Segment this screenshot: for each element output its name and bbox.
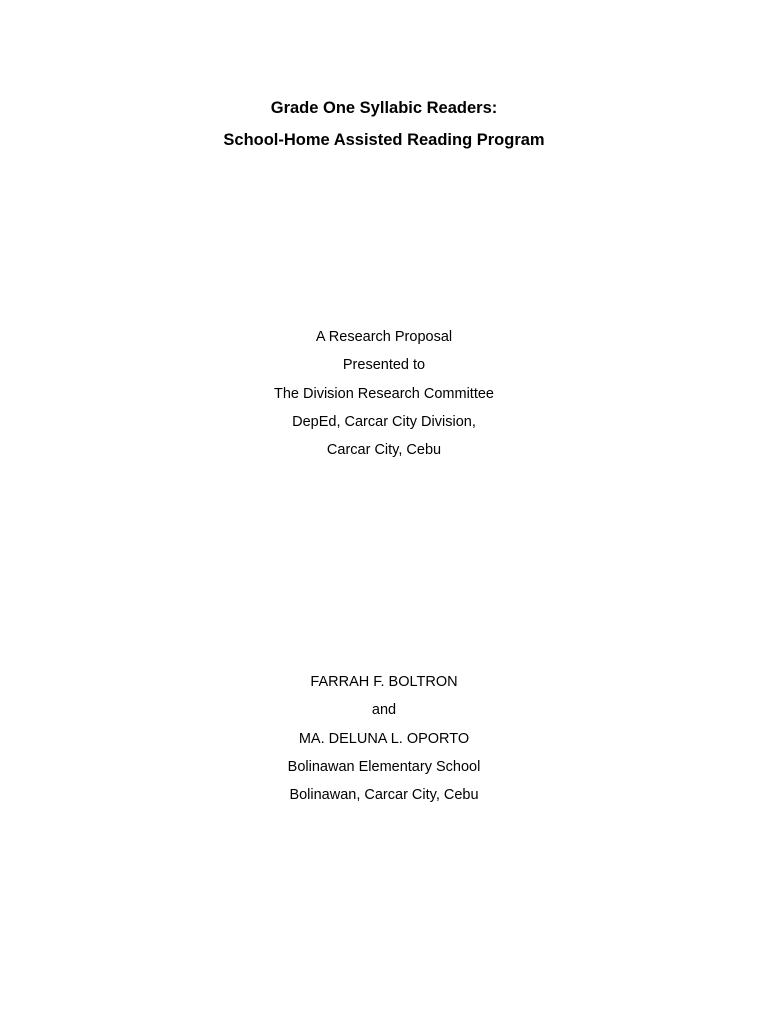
proposal-line: DepEd, Carcar City Division, <box>292 413 476 430</box>
proposal-line: Presented to <box>342 357 426 374</box>
author-name: FARRAH F. BOLTRON <box>310 674 458 690</box>
title-block <box>0 92 768 156</box>
title-line: Grade One Syllabic Readers: <box>270 99 498 117</box>
proposal-block <box>0 323 768 464</box>
authors-block <box>0 668 768 809</box>
proposal-line: A Research Proposal <box>315 329 453 345</box>
subtitle-line: School-Home Assisted Reading Program <box>223 131 545 149</box>
school-name: Bolinawan Elementary School <box>287 758 481 775</box>
author-conjunction: and <box>371 702 397 719</box>
author-name: MA. DELUNA L. OPORTO <box>298 730 470 747</box>
proposal-line: Carcar City, Cebu <box>326 442 442 459</box>
school-address: Bolinawan, Carcar City, Cebu <box>289 787 479 804</box>
proposal-line: The Division Research Committee <box>274 385 494 402</box>
